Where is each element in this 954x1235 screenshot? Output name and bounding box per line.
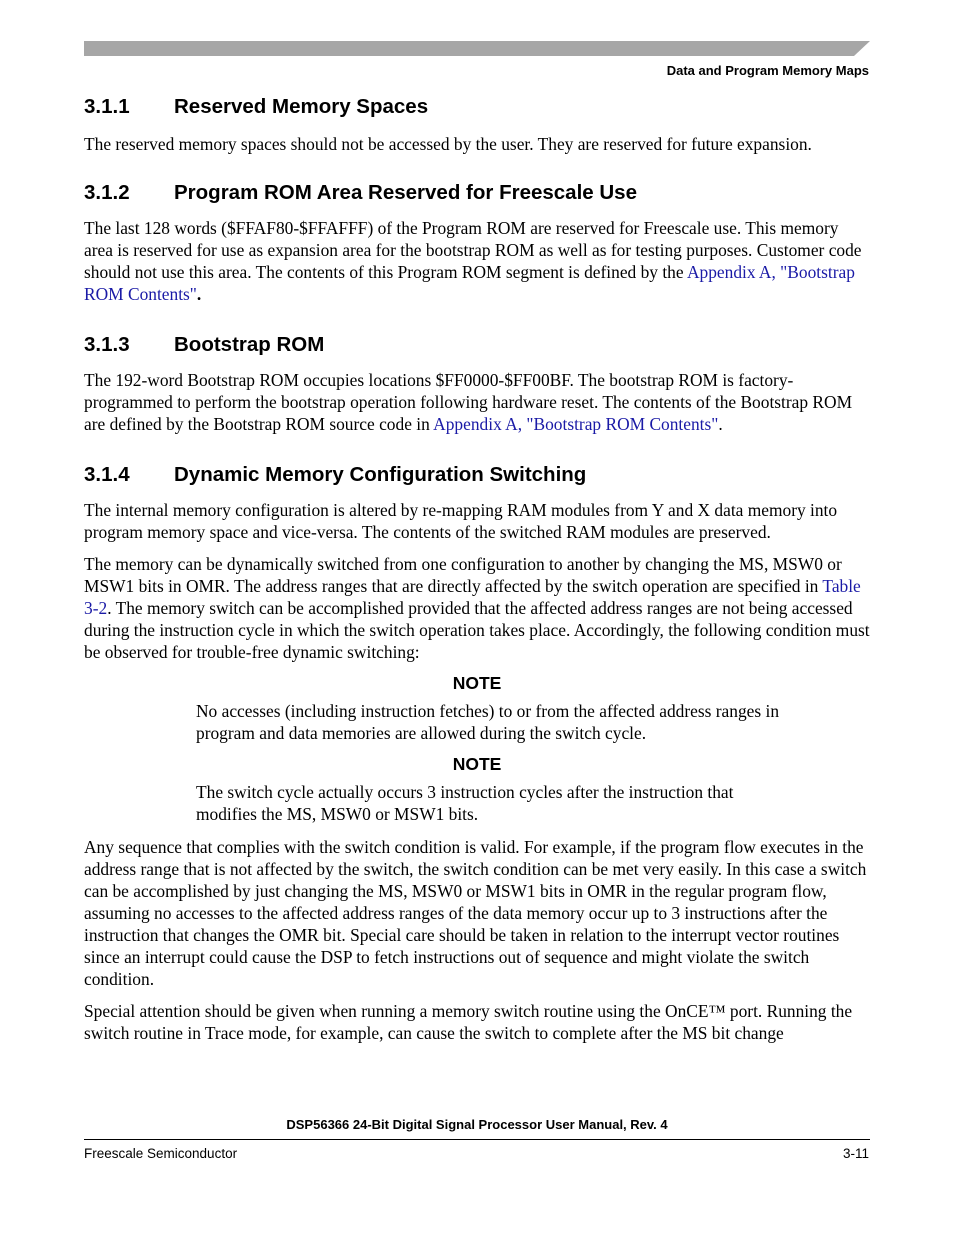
header-bar	[84, 41, 870, 56]
section-number: 3.1.1	[84, 95, 130, 118]
page-content	[84, 95, 870, 1044]
section-heading-3-1-4	[84, 463, 870, 487]
footer-company: Freescale Semiconductor	[84, 1146, 238, 1161]
section-title: Program ROM Area Reserved for Freescale Use	[174, 181, 637, 204]
section-number: 3.1.3	[84, 333, 130, 356]
section-title: Bootstrap ROM	[174, 333, 325, 356]
footer-document-title: DSP56366 24-Bit Digital Signal Processor User Manual, Rev. 4	[286, 1117, 668, 1132]
note-heading: NOTE	[452, 754, 502, 774]
note-body: The switch cycle actually occurs 3 instruction cycles after the instruction that modifies the MS, MSW0 or MSW1 bits.	[196, 782, 734, 824]
paragraph	[84, 553, 870, 663]
section-heading-3-1-3	[84, 333, 870, 357]
appendix-a-link[interactable]: Appendix A, "Bootstrap ROM Contents"	[433, 414, 719, 434]
page-number: 3-11	[842, 1146, 869, 1161]
section-number: 3.1.4	[84, 463, 130, 486]
paragraph	[84, 217, 870, 305]
footer-divider	[84, 1139, 870, 1140]
paragraph: Any sequence that complies with the switch condition is valid. For example, if the program flow executes in the address range that is not affected by the switch, the switch condition can be met very easily. In this case a switch can be accomplished by just changing the MS, MSW0 or MSW1 bits in OMR in the regular program flow, assuming no accesses to the affected address ranges of the data memory occur up to 3 instructions after the instruction that changes the OMR bit. Special care should be taken in relation to the interrupt vector routines since an interrupt could cause the DSP to fetch instructions out of sequence and might violate the switch condition.	[84, 837, 867, 989]
running-title: Data and Program Memory Maps	[666, 63, 869, 78]
section-heading-3-1-2	[84, 181, 870, 205]
paragraph-text: The 192-word Bootstrap ROM occupies locations $FF0000-$FF00BF. The bootstrap ROM is factory-programmed to perform the bootstrap operation following hardware reset. The contents of the Bootstrap ROM are defined by the Bootstrap ROM source code in	[84, 370, 853, 434]
note-body: No accesses (including instruction fetches) to or from the affected address ranges in program and data memories are allowed during the switch cycle.	[196, 701, 780, 743]
section-title: Reserved Memory Spaces	[174, 95, 429, 118]
paragraph-end: .	[718, 414, 723, 434]
section-number: 3.1.2	[84, 181, 130, 204]
paragraph: Special attention should be given when running a memory switch routine using the OnCE™ port. Running the switch routine in Trace mode, for example, can cause the switch to complete after the MS bit change	[84, 1001, 853, 1043]
paragraph-text: . The memory switch can be accomplished provided that the affected address ranges are not being accessed during the instruction cycle in which the switch operation takes place. Accordingly, the following condition must be observed for trouble-free dynamic switching:	[84, 598, 870, 662]
paragraph	[84, 369, 870, 435]
paragraph: The reserved memory spaces should not be accessed by the user. They are reserved for future expansion.	[84, 134, 812, 154]
paragraph-end: .	[196, 284, 202, 304]
section-title: Dynamic Memory Configuration Switching	[174, 463, 587, 486]
note-heading: NOTE	[452, 673, 502, 693]
header-bar-shape	[84, 41, 870, 56]
paragraph-text: The last 128 words ($FFAF80-$FFAFFF) of the Program ROM are reserved for Freescale use. This memory area is reserved for use as expansion area for the bootstrap ROM as well as for testing purposes. Customer code should not use this area. The contents of this Program ROM segment is defined by the	[84, 218, 862, 282]
paragraph-text: The memory can be dynamically switched from one configuration to another by changing the MS, MSW0 or MSW1 bits in OMR. The address ranges that are directly affected by the switch operation are specified in	[84, 554, 842, 596]
appendix-a-link[interactable]: Appendix A, "Bootstrap ROM Contents"	[84, 262, 855, 304]
table-3-2-link[interactable]: Table 3-2	[84, 576, 861, 618]
paragraph: The internal memory configuration is altered by re-mapping RAM modules from Y and X data memory into program memory space and vice-versa. The contents of the switched RAM modules are preserved.	[84, 500, 838, 542]
section-heading-3-1-1	[84, 95, 870, 119]
